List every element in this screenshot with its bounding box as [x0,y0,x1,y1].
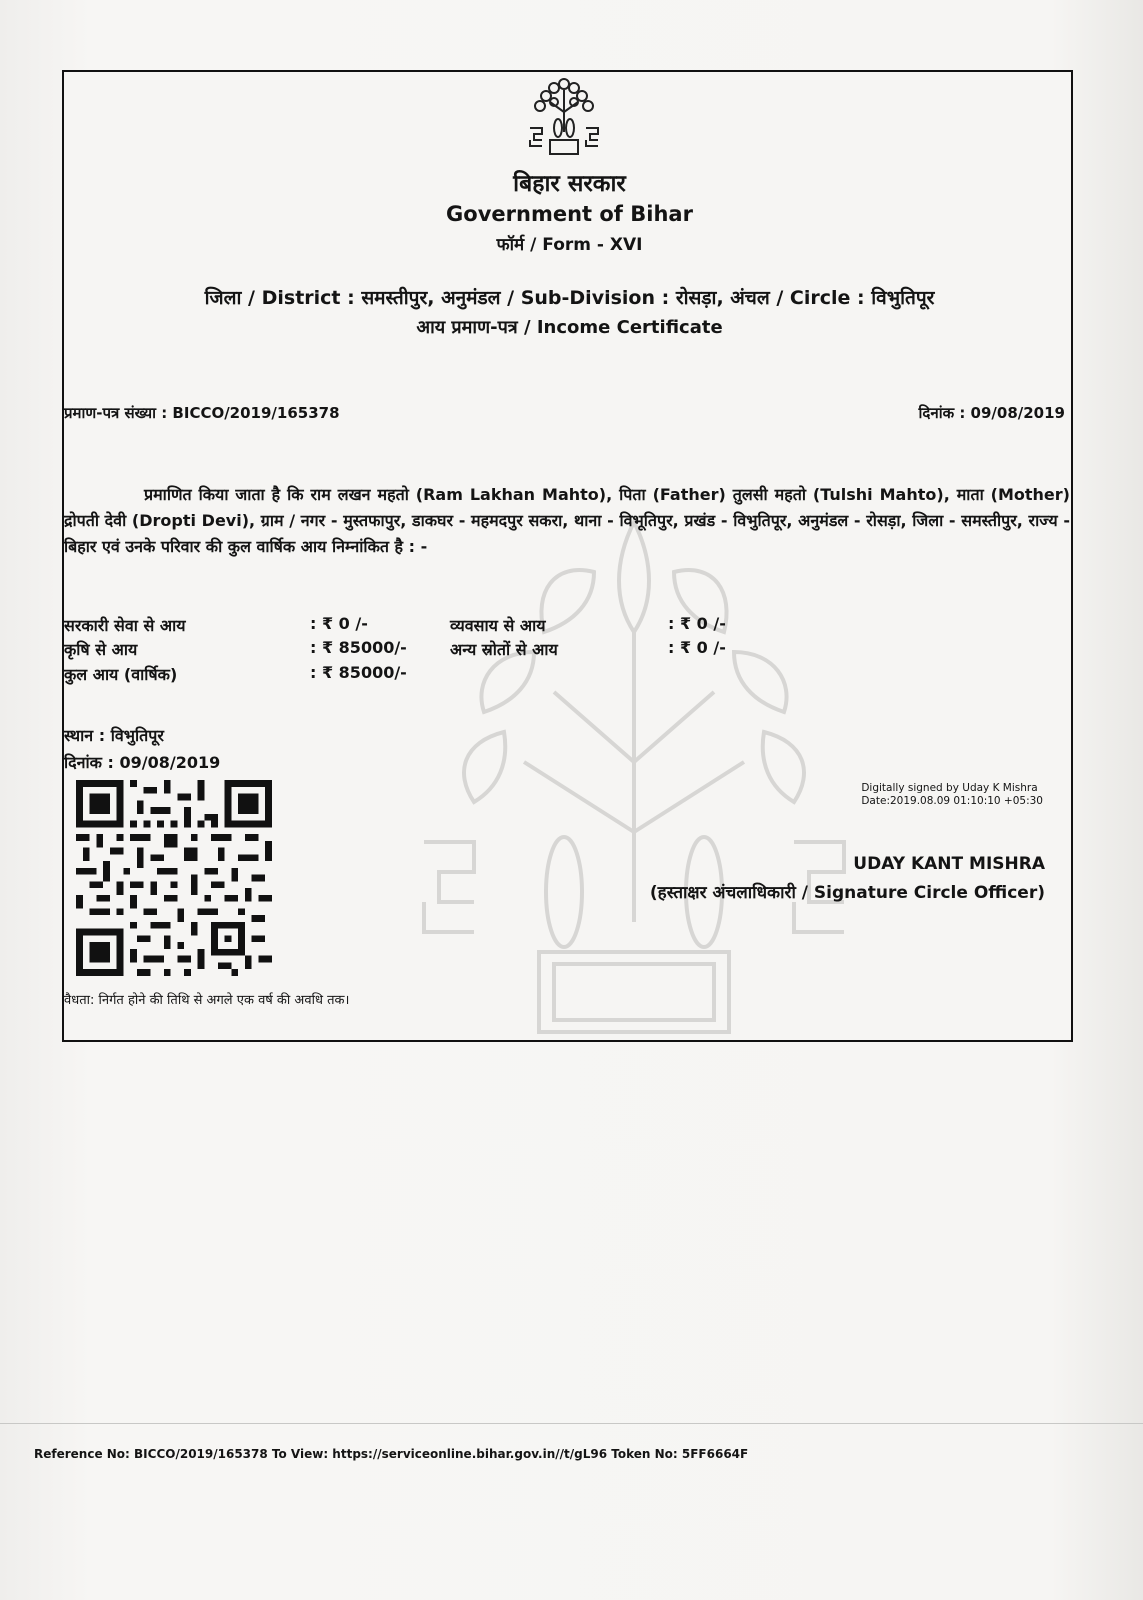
business-value: : ₹ 0 /- [668,614,726,633]
district-line: जिला / District : समस्तीपुर, अनुमंडल / Sub-Division : रोसड़ा, अंचल / Circle : विभुतिपूर [204,287,935,309]
certificate-name: आय प्रमाण-पत्र / Income Certificate [416,317,723,338]
govt-service-value: : ₹ 0 /- [310,614,368,633]
issue-date: दिनांक : 09/08/2019 [64,753,221,772]
certificate-number: प्रमाण-पत्र संख्या : BICCO/2019/165378 [64,404,340,422]
digital-signature-line-2: Date:2019.08.09 01:10:10 +05:30 [861,795,1043,807]
bihar-emblem-watermark [384,502,884,1042]
digital-signature-block [861,782,1043,808]
footer-reference: Reference No: BICCO/2019/165378 To View: https://serviceonline.bihar.gov.in//t/gL96 Token No: 5FF6664F [34,1447,749,1461]
certification-paragraph: प्रमाणित किया जाता है कि राम लखन महतो (Ram Lakhan Mahto), पिता (Father) तुलसी महतो (Tulshi Mahto), माता (Mother) द्रोपती देवी (Dropti Devi), ग्राम / नगर - मुस्तफापुर, डाकघर - महमदपुर सकरा, थाना - विभूतिपुर, प्रखंड - विभुतिपूर, अनुमंडल - रोसड़ा, जिला - समस्तीपुर, राज्य - बिहार एवं उनके परिवार की कुल वार्षिक आय निम्नांकित है : - [64,485,1070,556]
hindi-title: बिहार सरकार [513,171,626,197]
officer-title: (हस्ताक्षर अंचलाधिकारी / Signature Circle Officer) [649,883,1045,903]
other-sources-value: : ₹ 0 /- [668,638,726,657]
total-income-value: : ₹ 85000/- [310,663,407,682]
validity-note: वैधता: निर्गत होने की तिथि से अगले एक वर्ष की अवधि तक। [64,993,350,1008]
bihar-government-emblem [524,72,604,164]
agriculture-value: : ₹ 85000/- [310,638,407,657]
certificate-frame [62,70,1073,1042]
qr-code[interactable] [74,780,274,976]
footer-divider [0,1423,1143,1424]
business-label: व्यवसाय से आय [450,616,546,635]
agriculture-label: कृषि से आय [64,640,138,659]
officer-name: UDAY KANT MISHRA [853,854,1045,874]
english-title: Government of Bihar [446,202,693,226]
govt-service-label: सरकारी सेवा से आय [64,616,186,635]
certificate-date: दिनांक : 09/08/2019 [918,404,1065,422]
total-income-label: कुल आय (वार्षिक) [64,665,178,684]
issue-place: स्थान : विभुतिपूर [64,726,164,745]
digital-signature-line-1: Digitally signed by Uday K Mishra [861,782,1038,794]
form-label: फॉर्म / Form - XVI [496,235,643,255]
other-sources-label: अन्य स्रोतों से आय [450,640,558,659]
